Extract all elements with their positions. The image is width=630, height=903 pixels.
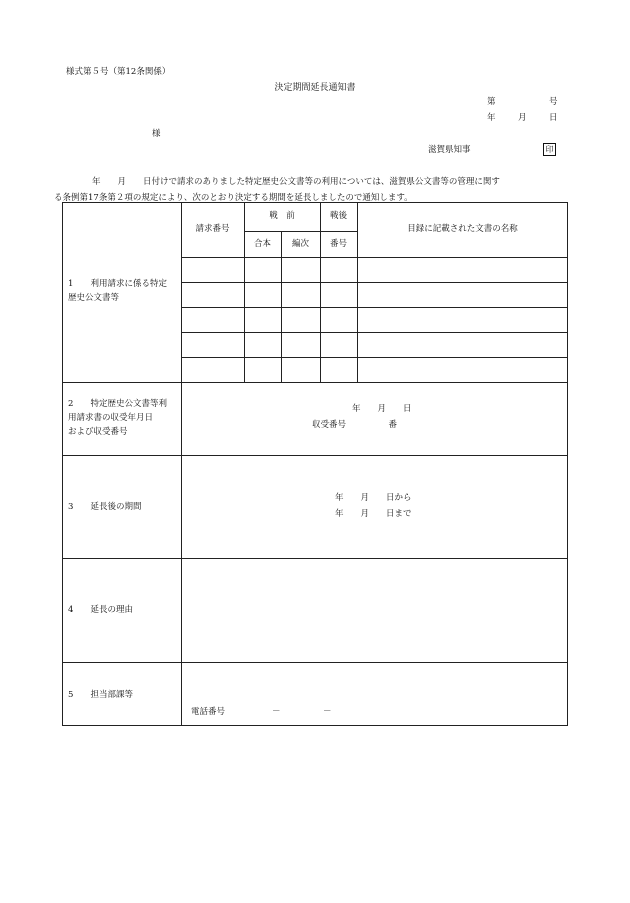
document-title: 決定期間延長通知書: [274, 83, 356, 93]
header-document-name: 目録に記載された文書の名称: [407, 224, 518, 235]
section-divider: [62, 662, 568, 663]
date-year: 年: [487, 113, 496, 123]
section-3-label: 3 延長後の期間: [68, 502, 142, 512]
grid-line: [181, 307, 568, 308]
date-month: 月: [518, 113, 527, 123]
header-postwar: 戦後: [329, 211, 347, 222]
section-2-label: 2 特定歴史公文書等利 用請求書の収受年月日 および収受番号: [68, 399, 168, 437]
section-divider: [62, 558, 568, 559]
section-1-label: 1 利用請求に係る特定 歴史公文書等: [68, 279, 168, 303]
issuer-name: 滋賀県知事: [428, 145, 471, 155]
header-prewar: 戦 前: [269, 211, 295, 222]
header-request-number: 請求番号: [195, 224, 230, 235]
header-number: 番号: [329, 238, 347, 249]
receipt-date: 年 月 日: [352, 404, 412, 414]
header-compilation: 編次: [291, 238, 309, 249]
notice-line-2: る条例第17条第２項の規定により、次のとおり決定する期間を延長しましたので通知します。: [54, 193, 413, 203]
date-day: 日: [549, 113, 558, 123]
grid-line: [181, 332, 568, 333]
ref-prefix: 第: [487, 97, 496, 107]
section-5-label: 5 担当部課等: [68, 690, 134, 700]
label-column-divider: [181, 202, 182, 726]
section-4-label: 4 延長の理由: [68, 605, 134, 615]
notice-line-1: 年 月 日付けで請求のありました特定歴史公文書等の利用については、滋賀県公文書等の管理に関す: [92, 177, 500, 187]
header-bound-volume: 合本: [253, 238, 271, 249]
extended-period-from: 年 月 日から: [335, 493, 412, 503]
addressee-suffix: 様: [152, 129, 161, 139]
form-number: 様式第５号（第12条関係）: [66, 67, 171, 77]
seal-box: 印: [543, 143, 556, 156]
extended-period-to: 年 月 日まで: [335, 509, 412, 519]
receipt-number: 収受番号 番: [312, 420, 398, 430]
grid-line: [181, 282, 568, 283]
grid-line: [181, 357, 568, 358]
phone-dash-2: －: [323, 707, 332, 717]
ref-suffix: 号: [549, 97, 558, 107]
phone-label: 電話番号: [191, 707, 226, 717]
grid-line: [181, 257, 568, 258]
phone-dash-1: －: [272, 707, 281, 717]
section-divider: [62, 455, 568, 456]
section-divider: [62, 382, 568, 383]
